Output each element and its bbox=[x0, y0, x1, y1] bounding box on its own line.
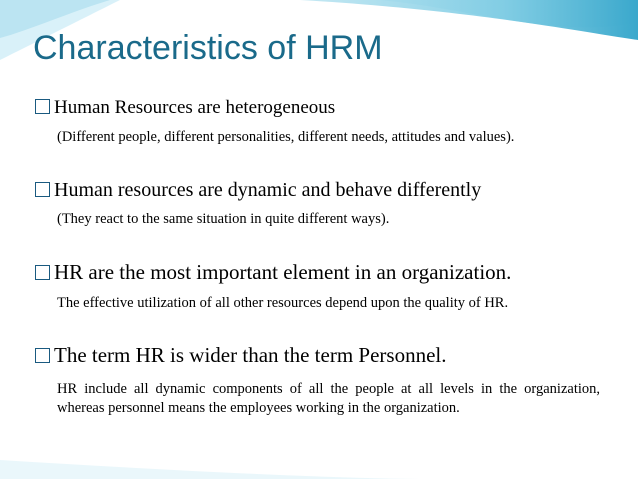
bullet-detail: HR include all dynamic components of all the people at all levels in the organization, whereas personnel means the employees working in the organization. bbox=[57, 381, 600, 416]
checkbox-bullet-icon bbox=[35, 99, 50, 114]
bullet-detail: (Different people, different personalities, different needs, attitudes and values). bbox=[57, 129, 515, 145]
bullet-heading: The term HR is wider than the term Personnel. bbox=[54, 343, 447, 367]
bullet-detail: (They react to the same situation in quite different ways). bbox=[57, 211, 390, 227]
bullet-item-2 bbox=[35, 179, 481, 202]
bullet-item-3 bbox=[35, 260, 511, 285]
bullet-item-4 bbox=[35, 343, 447, 368]
bullet-heading: HR are the most important element in an organization. bbox=[54, 260, 512, 284]
slide-title: Characteristics of HRM bbox=[33, 29, 383, 67]
checkbox-bullet-icon bbox=[35, 348, 50, 363]
bullet-detail: The effective utilization of all other resources depend upon the quality of HR. bbox=[57, 295, 509, 311]
bullet-heading: Human resources are dynamic and behave differently bbox=[54, 179, 482, 201]
bullet-heading: Human Resources are heterogeneous bbox=[54, 97, 336, 118]
bullet-item-1 bbox=[35, 97, 335, 119]
checkbox-bullet-icon bbox=[35, 265, 50, 280]
checkbox-bullet-icon bbox=[35, 182, 50, 197]
